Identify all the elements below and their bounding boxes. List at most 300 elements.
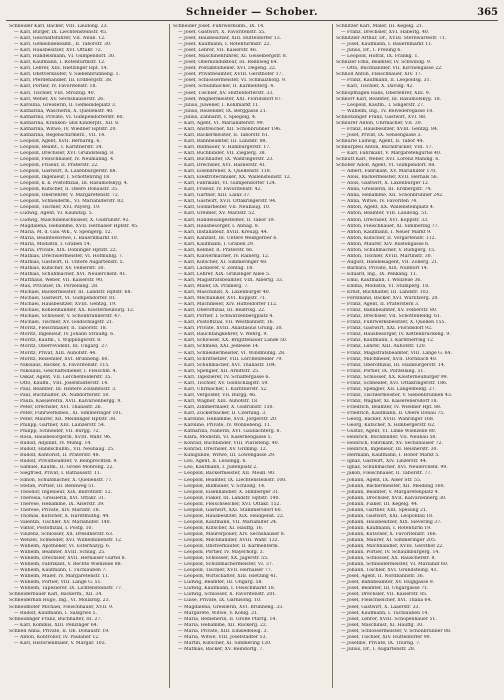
directory-entry: — Johann, Beamter, V. Margaretenplatz 4. [341, 489, 440, 495]
directory-entry: — Karl, Fabrikant, VI. Gumpendorfer 124. [178, 181, 277, 187]
directory-entry: — Leopold, Ingenieur, I. Schottenring 18. [14, 175, 111, 181]
directory-entry: — Josef, Tischler, XIV. Hütteldorfer 90. [341, 634, 432, 640]
directory-entry: — Karl, Milchmeier, XIV. Hütteldorfer 112. [178, 302, 278, 308]
directory-entry: — Leopold, Kutscher, II. Obere Donaustr. 35. [14, 187, 119, 193]
directory-entry: — Karl, Portier, IV. Favoritenstr. 18. [14, 84, 97, 90]
directory-entry: — Simon, Schuhmacher, X. Quellenstr. 77. [14, 477, 113, 483]
directory-entry: — Leopold, Oberlehrer, V. Margaretenstr. 72. [14, 193, 120, 199]
directory-entry: — Karl, Gemeindebeamt., II. Taborstr. 30. [14, 42, 112, 48]
directory-entry: — Moritz, Reisender, XVI. Brunneng. 60. [14, 356, 109, 362]
directory-entry: — Viktor, Postoffizial, I. Postg. 10. [14, 525, 93, 531]
directory-entry: — Konrad, Drechsler, XV. Grimmg. 12. [178, 447, 268, 453]
text-columns [6, 24, 498, 688]
directory-entry: — Moritz, Oberrevident, III. Ungarg. 27. [14, 344, 109, 350]
directory-entry: Schnötzinger Franz, Gastwirt, XVI. 88. [336, 114, 427, 120]
directory-entry: — Karl, Zimmermaler, X. Gudrunstr. 150. [178, 404, 274, 410]
directory-entry: — Karoline, Private, IV. Wohllebeng. 11. [178, 423, 272, 429]
directory-entry: — Karl, Maschinist, X. Laxenburger 40. [178, 290, 271, 296]
directory-entry: — Ignaz, Schuhmacher, XVI. Neulerchenf. 99. [341, 465, 448, 471]
directory-entry: — Maria, M. d. Gas.-Wk., V. Spengerg. 12. [14, 229, 112, 235]
directory-entry: Schnurpfeil Anton, Buchdrucker, VIII. 17. [336, 144, 433, 150]
directory-entry: — Karl, Lehrer, XIX. Grinzinger Allee 5. [178, 271, 271, 277]
directory-entry: — Katharina, Witwe, IV. Wiedner Hptstr. 20. [14, 126, 117, 132]
directory-entry: — Karl, Kaufmann, I. Rotenturmstr. 12. [14, 60, 106, 66]
directory-entry: — Josef, Privat, IX. Sensengasse 3. [341, 132, 422, 138]
directory-entry: — Karl, Pferdehändler, III. Erdbergstr. 38. [14, 78, 113, 84]
directory-entry: — Wilhelm, Tapezierer, IX. Lichtensteinstr. 77. [14, 586, 123, 592]
directory-entry: — Josef, Postamtsdiener, XVI. Degeng. 22. [178, 66, 277, 72]
directory-entry: Schnitzler Arthur, Dr., XVIII. Sternwartestr. 71. [336, 36, 447, 42]
directory-entry: — Leopold, Kaufmann, VII. Mariahilfer 24. [178, 519, 278, 525]
directory-entry: — Moritz, Fleischhauer, II. Taborstr. 18. [14, 326, 108, 332]
running-head: Schneider — Schober. [185, 6, 319, 18]
directory-entry: — Wilhelm, Fabrikant, V. Rechte Wienzeile 88. [14, 562, 123, 568]
directory-entry: — Ferdinand, Bäcker, XVI. Wurlitzerg. 20. [341, 296, 439, 302]
directory-entry: — Karl, Schlosser, XX. Brigittenauer Lände 50. [178, 338, 288, 344]
directory-entry: — Josef, Fleischselcher, XVI. Thalia 64. [341, 598, 432, 604]
directory-entry: — Emil, Kaufmann, I. Wollzeile 36. [341, 277, 422, 283]
directory-entry: Schnopfhagen Hans, Oberlehrer, XIII. 9. [336, 90, 431, 96]
directory-entry: — Karl, Private, XVIII. Anastasius Grüng. 30. [178, 326, 283, 332]
directory-entry: — Josef, Oberkondukteur, III. Rennweg 64. [178, 60, 278, 66]
directory-entry: — Vinzenz, Schlosser, XX. Dresdnerstr. 63. [14, 531, 114, 537]
directory-entry: — Anton, Kaufmann, I. Neuer Markt 9. [341, 229, 432, 235]
directory-entry: — Michael, Schlosser, V. Schönbrunnerstr. 47. [14, 314, 122, 320]
directory-entry: — Karl, Schuhmacher, XVI. Thaliastr. 104. [178, 362, 277, 368]
directory-entry: — Wilhelm, Ing., IV. Belvederegasse 10. [341, 108, 434, 114]
directory-entry: — Karoline, Hebamme, XVII. Jörgerstr. 20. [178, 417, 278, 423]
directory-entry: — Leopold, Fleischhauer, IV. Neumanng. 4. [14, 157, 115, 163]
directory-entry: — Magdalena, Greislerin, XVI. Brunneng. 33. [178, 604, 284, 610]
directory-entry: — Anton, Tischler, XVIII. Martinstr. 30. [341, 253, 433, 259]
directory-entry: — Karl, Kaufmann, I. Graben 29. [178, 241, 255, 247]
directory-entry: — Philipp, Gärtner, XIII. Lainzerstr. 54. [14, 423, 106, 429]
directory-entry: — Stefan, Portier, III. Rennweg 51. [14, 483, 96, 489]
directory-entry: — Leopold, Fleischselcher, XVI. Ottakr. 152. [178, 501, 281, 507]
directory-entry: — Moritz, Ingenieur, IV. Johann Straußg. 6. [14, 332, 115, 338]
directory-entry: — Karl, Elektrotechniker, XX. Wallensteinstr. 12. [178, 175, 292, 181]
directory-entry: — Leopold, Fiaker, III. Landstr. Hptstr. 140. [178, 495, 280, 501]
directory-entry: — Ludwig, Schlosser, X. Favoritenstr. 201. [178, 592, 277, 598]
directory-entry: — Karl, Friseur, IV. Favoritenstr. 42. [178, 187, 262, 193]
directory-entry: Schnürle Ludwig, Agent, II. Tabor 44. [336, 138, 425, 144]
directory-entry: — Kunigunde, Witwe, III. Löwengasse 29. [178, 453, 276, 459]
directory-entry: — Karl, Hausbesorger, I. Annag. 8. [178, 223, 260, 229]
directory-entry: — Josef, Gastwirt, X. Laaerstr. 33. [341, 604, 420, 610]
directory-entry: — Josef, Schlossermeister, V. Schönbrunner 88. [341, 628, 452, 634]
directory-entry: — Peter, Maurer, XII. Meidlinger Hptstr. 38. [14, 417, 117, 423]
directory-entry: — Karl, Anstreicher, XII. Schönbrunner 196. [178, 126, 282, 132]
directory-entry: Schober Adolf, Agent, VI. Gumpendorf. 88. [336, 163, 436, 169]
directory-entry: — Moritz, Privat, XIII. Auhofstr. 44. [14, 350, 97, 356]
directory-entry: Schneidhofer Michael, Fleischhauer, XVII. 9. [9, 604, 114, 610]
directory-entry: Schnizer Emil, Beamter, IV. Schwindg. 9. [336, 60, 432, 66]
directory-entry: — Margarete, Witwe, V. Kohlg. 21. [178, 610, 259, 616]
directory-entry: — Johann, Kutscher, X. Favoritenstr. 166. [341, 531, 437, 537]
directory-entry: — Anton, Kontrollor, IV. Paulaner 12. [14, 634, 100, 640]
directory-entry: — Peter, Drechsler, XVI. Thaliastr. 26. [14, 404, 102, 410]
directory-entry: — Karl, Lehrer, XIII. Hietzinger Hpt. 14. [14, 66, 108, 72]
directory-entry: — Josef, Beamter, III. Ungargasse 71. [341, 586, 429, 592]
directory-entry: — Albert, Fabrikant, XV. Mariahilfer 170. [341, 169, 437, 175]
directory-entry: — Josef, Kaufmann, I. Tuchlauben 14. [341, 610, 429, 616]
directory-entry: — Therese, Private, XIV. Märzstr. 18. [14, 507, 100, 513]
directory-entry: — Leopold, Hofrat, IX. Frankg. 1. [341, 54, 419, 60]
directory-entry: — Maria, Private, XIII. Einsiedeleig. 3. [178, 628, 268, 634]
directory-entry: — Franz, Drechsler, VII. Schottenfeldg. 61. [341, 314, 442, 320]
directory-entry: — Josef, Bahnbeamter, XV. Huglgasse 9. [341, 580, 435, 586]
directory-entry: — Karolina, Greislerin, II. Gemeindeplatz 3. [14, 102, 117, 108]
directory-entry: — Michael, Tischler, XV. Goldschlagstr. 21. [14, 320, 114, 326]
directory-entry: — Gustav, Agent, VI. Linke Wienzeile 80. [341, 429, 437, 435]
directory-entry: — Katharina, Näherin, XVI. Gaullachterg. 8. [178, 429, 281, 435]
directory-entry: — Peter, Fuhrwerksbes., XI. Simmeringer 101. [14, 411, 123, 416]
directory-entry: — Eduard, Ing., IX. Pelikang. 11. [341, 271, 418, 277]
directory-entry: — Mathias, Schuhmacher, XVI. Neulerchenf. 41. [14, 271, 127, 277]
directory-entry: — Rudolf, Adjunkt, IV. Mühlg. 14. [14, 441, 92, 447]
directory-entry: — Theresia, Greislerin, XVI. Ottakr. 31. [14, 495, 106, 501]
directory-entry: Schneider Karl, Bäcker, VIII. Laudong. 23. [9, 24, 108, 29]
directory-entry: — Leopold, Beamter, IX. Liechtensteinstr. 100. [178, 477, 287, 483]
directory-entry: — Paula, Kassiererin, XVII. Kalvarienbergg. 9. [14, 398, 122, 404]
directory-entry: — Karl, Geschäftsführer, VII. Neub. 12. [14, 36, 106, 42]
directory-entry: — Anna, Hebamme, XII. Schönbrunner 242. [341, 193, 444, 199]
directory-entry: — Moritz, Kaufm., I. Wipplingerstr. 8. [14, 338, 102, 344]
directory-entry: — Leo, Agent, II. Lessingg. 6. [178, 459, 247, 465]
directory-entry: — Therese, Hebamme, IX. Alserstr. 39. [14, 501, 105, 507]
directory-entry: — Philipp, Schneider, VII. Burgg. 72. [14, 429, 100, 435]
directory-entry: — Josef, Agent, II. Nordbahnstr. 36. [341, 574, 425, 580]
directory-entry: — Karl, Schneidermeister, VI. Windmühlg. 28. [178, 350, 286, 356]
directory-entry: — Michael, Kohlenhändler, XX. Klosterneuburg. 12. [14, 308, 135, 314]
directory-entry: — Karl, Historienmaler, V. Margar. 102. [14, 640, 107, 646]
directory-entry: — Johann, Kaufmann, I. Rotenturm 19. [341, 525, 432, 531]
directory-entry: — Karl, Bahnbeamter, III. Landstr. 88. [178, 138, 267, 144]
directory-entry: — Nikolaus, Geschäftsdiener, I. Fleischm. 4. [14, 368, 117, 374]
directory-entry: — Karl, Maler, IX. Pramerg. 7. [178, 284, 249, 290]
directory-entry: — Karl, Tapezierer, IV. Schäffergasse 6. [178, 374, 270, 380]
directory-entry: — Karl, Tischler, VIII. Strozzig. 40. [14, 90, 96, 96]
directory-entry: — Leopold, Tischler, XVII. Hernalser 77. [178, 568, 273, 574]
directory-entry: — Leopold, Beamt., I. Kärntnerstr. 34. [14, 144, 103, 150]
directory-entry: — Josef, Privatbeamter, XVIII. Gersthofer 17. [178, 72, 283, 78]
directory-entry: — Siegfried, Privat, I. Rathausstr. 11. [14, 471, 102, 477]
directory-entry: — Valentin, Tischler, XV. Mariahilfer. 140. [14, 519, 111, 525]
directory-entry: Schnitzer Karl, Maler, III. Kegelg. 21. [336, 24, 424, 29]
directory-entry: — Alois, Bäckermeister, XVII. Hernals 56. [341, 175, 439, 181]
directory-entry: — Karl, Obstverkäufer, V. Siebenbrunneng. 1. [14, 72, 121, 78]
directory-entry: — Leopold, Schneiderm., VI. Mariahilferstr. 82. [14, 199, 125, 205]
directory-entry: — Emma, Modistin, VI. Stumperg. 18. [341, 284, 430, 290]
directory-entry: — Josefine, Private, IX. Thurng. 7. [341, 640, 421, 646]
directory-entry: — Josef, Kaufmann, I. Bauernmarkt 11. [341, 42, 433, 48]
directory-entry: — Michael, Gastwirt, VI. Gumpendorfer. 81. [14, 296, 117, 302]
directory-entry: — Julius, Zahnarzt, I. Spiegelg. 4. [178, 114, 257, 120]
directory-entry: Schnutt Karl, Weber, XVI. Lorenz Mandlg. 6. [336, 157, 440, 163]
directory-entry: — Karl, Wagner, XIII. Auhofstr. 18. [178, 398, 259, 404]
directory-entry: — Mathias, Kutscher, XV. Felberstr. 30. [14, 265, 105, 271]
directory-entry: — Katharina, Regenschirmerz., VII. 14. [14, 132, 106, 138]
directory-entry: — Nikolaus, Bäcker, X. Favoritenstr. 115. [14, 362, 110, 368]
directory-entry: — Leopold, Maurerpolier, XIV. Sechshauser 8. [178, 531, 286, 537]
directory-entry: — Hermann, Kaufmann, I. Hoher Markt 5. [341, 453, 440, 459]
directory-entry: — Wenzel, Schneider, XVI. Wilhelminenstr. 12. [14, 537, 123, 543]
directory-entry: — Mathias, Drechslermeister, VI. Hofmühlg. 7. [14, 253, 124, 259]
directory-entry: — Barbara, Private, XIX. Nußdorf 14. [341, 265, 429, 271]
directory-entry: — Katharina, Wäscherin, X. Quellenstr. 40. [14, 108, 114, 114]
directory-entry: — Franz, Bahnbeamter, XV. Felberstr. 80. [341, 308, 438, 314]
directory-entry: — Maria, Bedienerin, II. Große Pfarrg. 14. [178, 616, 277, 622]
directory-entry: — Leopold, Portier, IV. Mayerhofg. 3. [178, 550, 265, 556]
directory-entry: — Karl, Portier, I. Schwarzenbergplatz 4. [178, 314, 274, 320]
directory-entry: — Otto, Buchhändler, VII. Kirchengasse 22. [341, 66, 443, 72]
directory-entry: — Karl, Kommis, XIII. Penzinger 64. [14, 622, 99, 628]
directory-entry: — Martin, Kutscher, XI. Simmering 120. [178, 640, 272, 646]
directory-entry: — Leopold, Wirtschafter, XIII. Hietzing 41. [178, 574, 278, 580]
directory-entry: — Katharina, Kranken- und Kinderpfl., XII. 8. [14, 120, 120, 126]
directory-entry: — Alois, Gastwirt, X. Laxenburger 12. [341, 181, 430, 187]
directory-entry: — Johann, Drechsler, XVII. Kalvarienberg 30. [341, 495, 447, 501]
directory-entry: — Leopold, Tischler, XVI. Payerg. 19. [14, 205, 101, 211]
directory-entry: — Anna, Witwe, IV. Favoriten 74. [341, 199, 418, 205]
directory-entry: — Karl, Bildhauer, V. Hamburgerstr. 17. [178, 144, 271, 150]
directory-entry: Schneider Josef, Fuhrwerksinh., IX. 14. [173, 24, 265, 29]
directory-entry: — Karl, Handelsangestellter, II. Tabor 19. [178, 217, 276, 223]
directory-entry: — Leopold, Schuhmachermeister, VI. 37. [178, 562, 274, 568]
directory-entry: — Georg, Kutscher, X. Himbergerstr. 62. [341, 423, 436, 429]
directory-entry: — Julius, Dr., I. Augartenstr. 28. [341, 646, 416, 652]
directory-entry: — Leopold, Obstverkäufer, II. Karmeliterm. [178, 544, 280, 550]
directory-entry: — Franz, Hausbesorger, IV. Kettenbrückeng. 9. [341, 332, 451, 338]
directory-entry: — Maria, Hebamme, XII. Ruckerg. 22. [178, 622, 268, 628]
directory-entry: — Karl, Eisendreher, X. Quellenstr. 118. [178, 169, 272, 175]
directory-entry: — Ludwig, Maschinenschlosser, X. Gudrunstr. 92. [14, 217, 130, 223]
directory-entry: — Franz, Gastwirt, XXI. Floridsdorf 92. [341, 326, 433, 332]
directory-entry: — Johann, Tischler, XVI. Grundsteing. 41. [341, 568, 438, 574]
directory-entry: — Leopold, k. k. Postoffizial, III. Rasumofskyg. 4. [14, 181, 129, 187]
directory-entry: — Karl, Buchbinder, VII. Zieglerg. 38. [178, 150, 267, 156]
directory-entry: — Ludwig, Agent, VI. Kaunitzg. 5. [14, 211, 94, 217]
directory-entry: — Rudolf, Privatbeamter, V. Reinprechtsd. 9. [14, 459, 118, 465]
directory-entry: — Karl, Oberoffizial, III. Beatrixg. 22. [178, 308, 266, 314]
directory-entry: — Wilhelm, Beamter, XVIII. Schulg. 25. [14, 550, 106, 556]
directory-entry: — Mathias, Gastwirt, II. Untere Augartenstr. 5. [14, 259, 124, 265]
directory-entry: — Ignaz, Gastwirt, XIV. Linzerstr. 44. [341, 459, 428, 465]
directory-entry: — August, Handelsagent, VII. Zollerg. 21. [341, 259, 439, 265]
directory-entry: — Max, Privatier, IX. Porzellang. 28. [14, 284, 99, 290]
directory-entry: — Maria, Beamteswitwe, I. Bauernmarkt 10. [14, 235, 119, 241]
directory-entry: — Karl, Postoffizial, VII. Westbahnstr. 16. [178, 320, 275, 326]
directory-entry: — Leopold, Gastwirt, XXI. Stammersdorf 60. [178, 507, 282, 513]
directory-entry: — Michael, Hausbesitzer, XVIII. Gentzg. 19. [14, 302, 117, 308]
directory-entry: — Leopold, Bäckermeister, XII. Meidl. 90. [178, 471, 276, 477]
directory-entry: — Karl, Installateur, XVIII. Kreuzg. 44. [178, 229, 269, 235]
directory-entry: — Karl, Kutscher, XI. Simmeringer 48. [178, 259, 268, 265]
directory-entry: — Johann, Maurer, XI. Simmeringer 205. [341, 537, 437, 543]
directory-entry: — Leopold, Friseur, II. Praterstr. 22. [14, 163, 99, 169]
directory-entry: — Josef, Lehrer, XVIII. Schopenhauer 51. [341, 616, 437, 622]
directory-entry: Schnöll Anton, Fleischhauer, XIV. 17. [336, 72, 423, 78]
directory-entry: — Ludwig, Kaufmann, I. Fleischmarkt 18. [178, 586, 276, 592]
directory-entry: — Franz, Drechsler, XVI. Haberlg. 40. [341, 30, 430, 36]
directory-entry: — Jakob, Fleischhauer, II. Taborstr. 77. [341, 471, 432, 477]
directory-entry: — Josef, Drechsler, VII. Kaiserstr. 85. [341, 592, 428, 598]
directory-entry: — Karl, Zuckerbäcker, II. Czerning. 3. [178, 411, 267, 416]
directory-entry: — Karl, Kellner, II. Praterstr. 66. [178, 247, 254, 253]
directory-entry: — Franz, Schneider, XVI. Ottakringerstr. 186. [341, 380, 448, 386]
directory-entry: — Anton, Schuhmacher, V. Rüdigerg. 15. [341, 247, 436, 253]
directory-entry: — Franz, Agent, II. Praterstern 3. [341, 302, 420, 308]
directory-entry: — Anton, Beamter, VIII. Laudong. 51. [341, 211, 429, 217]
directory-entry: — Karl, Bäckermeister, II. Taborstr. 61. [178, 132, 270, 138]
directory-entry: — Paul, Beamter, III. Hintere Zollamtsstr. 3. [14, 386, 117, 392]
directory-entry: — Karl, Schriftsetzer, VIII. Lerchenfelder 79. [178, 356, 283, 362]
directory-entry: — Rudolf, Kaufmann, I. Salzgries 5. [14, 610, 97, 616]
directory-entry: — Franz, Spengler, XII. Längenfeldg. 27. [341, 386, 437, 392]
directory-entry: — Theodor, Ingenieur, XIX. Billrothstr. 12. [14, 489, 112, 495]
directory-entry: — Josef, Kaufmann, I. Rotenturmstr. 22. [178, 42, 271, 48]
directory-entry: — Franz, Oberoffizial, III. Hainburgerstr. 14. [341, 362, 446, 368]
directory-entry: — Franz, Lehrer, XIII. Auhofstr. 120. [341, 344, 427, 350]
directory-entry: — Johann, Schlosser, XX. Rauscherstr. 8. [341, 556, 436, 562]
directory-entry: — Anna, Greislerin, III. Erdbergstr. 74. [341, 187, 432, 193]
directory-entry: — Josef, Tischler, XV. Hütteldorferstr. 33. [178, 90, 274, 96]
directory-entry: — Franz, Portier, IX. Porzellang. 51. [341, 368, 425, 374]
directory-entry: — Karl, Weber, XV. Sechshauserstr. 26. [14, 96, 105, 102]
directory-entry: — Franz, Milchmeier, XVII. Dornbach 40. [341, 356, 438, 362]
directory-entry: — Karl, Vergolder, VII. Burgg. 46. [178, 392, 257, 398]
directory-entry: — Otto, Kaufm., VIII. Josefstädterstr. 14. [14, 380, 109, 386]
directory-entry: — Matthäus, Weber, VII. Kaiserstr. 90. [14, 277, 104, 283]
column-3 [332, 24, 495, 688]
directory-entry: — Wilhelm, Apotheker, VI. Esterhazyg. 6. [14, 544, 111, 550]
directory-entry: — Karl, Gärtner, XIII. Lainz 37. [178, 193, 251, 199]
directory-entry: — Karl, Fabrikant, V. Margaretengürtel 40. [341, 150, 442, 156]
directory-entry: — Johann, Agent, IX. Alser Str. 55. [341, 477, 422, 483]
directory-entry: — Leopold, Eisenhändler, X. Himberger 31. [178, 489, 280, 495]
directory-entry: — Leopold, Kutscher, XI. Hauffg. 16. [178, 525, 264, 531]
directory-entry: — Karl, Kanzlist, III. Untere Weißgerber 6. [178, 235, 278, 241]
column-1 [6, 24, 169, 688]
directory-entry: — Josef, Gastwirt, X. Favoritenstr. 55. [178, 30, 266, 36]
directory-entry: — Johann, Schneidermeister, VI. Mariahilf 60. [341, 562, 449, 568]
directory-entry: — Leopold, Kaufm., I. Singerstr. 27. [341, 102, 425, 108]
directory-entry: — Leopold, Hausbesitzer, XIX. Heiligenst. 22. [178, 513, 285, 519]
directory-entry: — Wilhelm, Drechsler, XVII. Hernalser Gürtel 8. [14, 556, 126, 562]
directory-entry: Schnürer Anton, Uhrmacher, VII. 39. [336, 120, 423, 126]
directory-entry: — Oskar, Agent, VII. Lerchenfelderstr. 35. [14, 374, 112, 380]
directory-entry: — Karl, Tischler, XV. Goldschlagstr. 59. [178, 380, 269, 386]
directory-entry: — Heinrich, Buchbinder, VII. Neubau 58. [341, 435, 437, 441]
directory-entry: — Julius, Reisender, IX. Berggasse 21. [178, 108, 268, 114]
directory-entry: — Karl, Magistratsbeamter, VIII. Albertg. 33. [178, 277, 284, 283]
directory-entry: — Johann, Gastwirt, XXI. Leopoldau 18. [341, 513, 434, 519]
directory-entry: — Heinrich, Ingenieur, III. Reisnerstr. 30. [341, 447, 438, 453]
directory-entry: — Johann, Portier, IV. Schaumburgerg. 14. [341, 550, 440, 556]
directory-entry: — Georg, Bäcker, XVIII. Währinger 168. [341, 417, 435, 423]
directory-entry: — Maria, Modistin, I. Graben 14. [14, 241, 91, 247]
directory-entry: — Karl, Schmied, XXI. Jedlesee 14. [178, 344, 260, 350]
directory-entry: — Leopold, Schlosser, XX. Jägerstr. 55. [178, 556, 269, 562]
directory-entry: — Johann, Bäckermeister, XII. Meidling 160. [341, 483, 445, 489]
directory-entry: — Anton, Agent, XX. Wallensteinplatz 4. [341, 205, 435, 211]
directory-entry: — Anton, Kutscher, II. Vorgartenstr. 112. [341, 235, 437, 241]
directory-entry: — Maria, Witwe, VIII. Josefstädter 53. [178, 634, 267, 640]
directory-entry: — Josef, Schuhmacher, II. Karmeliterg. 4. [178, 84, 275, 90]
directory-entry: — Karl, Hausbesitzer, XVI. Ottakr. 72. [14, 48, 103, 54]
directory-entry: — Karl, Buchhalter, IX. Währingerstr. 23. [178, 157, 274, 163]
directory-entry: — Franz, Kaufmann, II. Leopoldsg. 31. [341, 78, 431, 84]
directory-entry: — Franz, Kaufmann, I. Kärntnerring 12. [341, 338, 435, 344]
directory-entry: — Magdalena, Hebamme, XVII. Hernalser Hptstr. 45. [14, 223, 139, 229]
directory-entry: Schneidinger Franz, Buchhalter, III. 27. [9, 616, 102, 622]
directory-entry: Schnorr Karl, Beamter, III. Rasumofskyg. 18. [336, 96, 442, 102]
directory-entry: — Anton, Fleischhauer, XI. Simmering 77. [341, 223, 439, 229]
directory-entry: — Maria, Private, XIX. Döblinger Hptstr. 22. [14, 247, 118, 253]
directory-entry: — Samuel, Kaufm., II. Große Mohreng. 22. [14, 465, 114, 471]
directory-entry: — Leopold, Bildhauer, V. Schloßg. 14. [178, 483, 266, 489]
directory-entry: — Josef, Lehrer, VII. Kaiserstr. 46. [178, 48, 258, 54]
directory-entry: — Josef, Wagnermeister, XXI. Floridsdorf 87. [178, 96, 283, 102]
directory-entry: — Josef, Schlossermeister, VI. Schmalzhofg. 9. [178, 78, 287, 84]
directory-entry: — Karl, Gastwirt, XVII. Ottakringerstr. 94. [178, 199, 277, 205]
directory-entry: — Johann, Hausbesitzer, XIX. Sievering 37. [341, 519, 442, 525]
column-2 [169, 24, 332, 688]
directory-entry: — Johann, Gärtner, XIII. Speising 21. [341, 507, 428, 513]
directory-entry: — Karl, Handelsmann, VI. Gumpendorf. 30. [14, 54, 116, 60]
directory-entry: Schnell Anna, Private, II. Ob. Donaustr. 19. [9, 628, 110, 634]
directory-entry: — Rudolf, Kontorist, II. Praterstr. 48. [14, 453, 100, 459]
directory-entry: — Johann, Milchhändler, XVIII. Gersthof 22. [341, 544, 444, 550]
directory-entry: — Thomas, Kutscher, X. Hardtmuthg. 44. [14, 513, 110, 519]
directory-entry: — Franz, Schlosser, XX. Klosterneuburger 99. [341, 374, 449, 380]
directory-entry: — Leopold, Gastwirt, X. Laxenburgerstr. 68. [14, 169, 117, 175]
directory-entry: — Josef, Maschinenführer, XI. Geiselbergstr. 8. [178, 54, 288, 60]
directory-entry: — Leopold, Drechsler, XVI. Grundsteing. 8. [14, 150, 115, 156]
directory-entry: — Franz, Fuhrwerksbesitzer, X. Quellen 155. [341, 320, 446, 326]
directory-entry: — Rudolf, Handschuhm., VII. Neubaug. 25. [14, 447, 115, 453]
directory-entry: — Josef, Hausbesitzer, XIII. Hütteldorfer 13. [178, 36, 282, 42]
directory-entry: — Karl, Tischler, X. Davidg. 42. [341, 84, 414, 90]
directory-entry: Schneiderbauer Karl, Bäckerm., XII. 34. [9, 592, 103, 598]
directory-entry: — Karl, Spengler, XII. Arndtstr. 25. [178, 368, 260, 374]
directory-entry: — Franz, Magistratsbeamter, VIII. Lange G. 64. [341, 350, 452, 356]
directory-entry: — Josef, Maschinist, XI. Hauffg. 30. [341, 622, 424, 628]
directory-entry: — Rosa, Hausbesorgerin, XVIII. Währ. 96. [14, 435, 112, 441]
directory-entry: — Karl, Greißler, XV. Märzstr. 52. [178, 211, 256, 217]
directory-entry: — Ernst, Buchhalter, III. Landstr. 102. [341, 290, 430, 296]
page-header [6, 4, 498, 21]
directory-entry: — Katharina, Private, VI. Gumpendorferstr. 60. [14, 114, 124, 120]
directory-entry: — Klara, Modistin, VI. Kasernengasse 5. [178, 435, 273, 441]
directory-entry: — Anton, Maurer, XIV. Rustengasse 6. [341, 241, 430, 247]
directory-entry: — Franz, Hausbesitzer, XVIII. Gentzg. 84. [341, 126, 439, 132]
directory-entry: — Leo, Kaufmann, I. Judenplatz 2. [178, 465, 258, 471]
directory-entry: — Paul, Buchhalter, IX. Nußdorferstr. 50. [14, 392, 110, 398]
directory-entry: — Wilhelm, Kaufmann, I. Tuchlauben 7. [14, 568, 107, 574]
directory-entry: — Heinrich, Fabrikant, XV. Sechshauser 72. [341, 441, 443, 447]
page-number: 365 [477, 6, 498, 18]
directory-entry: — Karl, Uhrmacher, I. Kärntnerstr. 52. [178, 386, 268, 392]
directory-entry: — Friedrich, Kaufmann, II. Obere Donau 75. [341, 411, 445, 416]
directory-entry: — Karl, Drechsler, XVI. Hasnerstr. 41. [178, 163, 267, 169]
directory-entry: — Karl, Rauchfangkehrer, V. Wehrg. 9. [178, 332, 268, 338]
directory-entry: — Luise, Private, IX. Garnisong. 10. [178, 598, 262, 604]
directory-entry: — Wilhelm, Portier, VIII. Lange G. 51. [14, 580, 102, 586]
directory-entry: — Karl, Bürger, IX. Liechtensteinstr. 45. [14, 30, 108, 36]
directory-entry: — Julius, Juwelier, I. Kohlmarkt 11. [178, 102, 260, 108]
directory-entry: — Karl, Goldarbeiter, VII. Neubaug. 10. [178, 205, 271, 211]
